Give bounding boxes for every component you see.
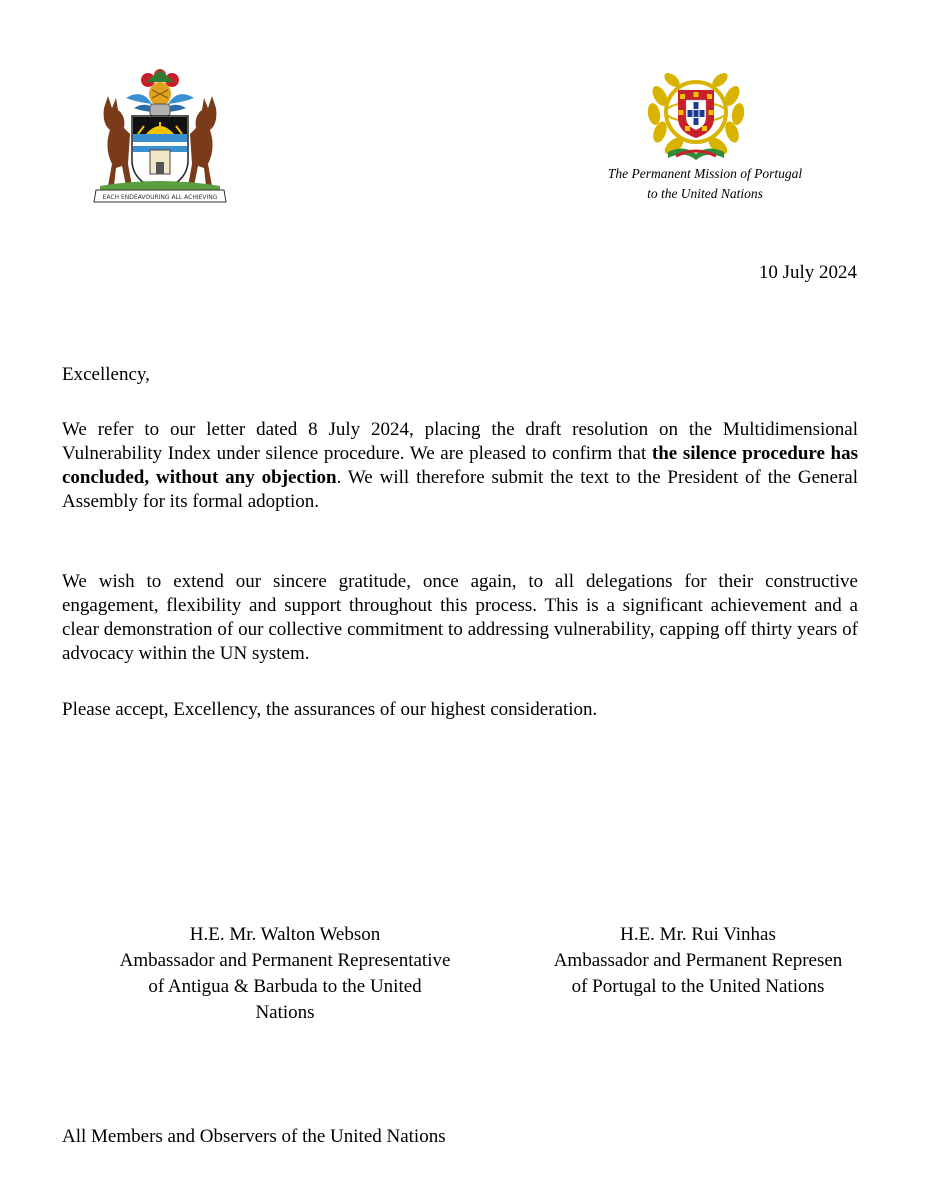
signatory-title: Ambassador and Permanent Representative (119, 950, 451, 971)
signatory-title: of Portugal to the United Nations (571, 976, 825, 997)
paragraph-1-bold: the silence procedure has concluded, without any objection (62, 443, 858, 488)
signatory-name: H.E. Mr. Rui Vinhas (620, 924, 776, 945)
paragraph-1-start: We refer to our letter dated 8 July 2024, placing the draft resolution on the Multidimensional Vulnerability Index under silence procedure. We are pleased to confirm that (62, 419, 858, 464)
signatory-title: Ambassador and Permanent Represen (553, 950, 843, 971)
crest-motto: EACH ENDEAVOURING ALL ACHIEVING (102, 194, 218, 201)
paragraph-1-end: . We will therefore submit the text to the President of the General Assembly for its formal adoption. (62, 467, 858, 512)
paragraph-1 (62, 418, 858, 514)
letter-date: 10 July 2024 (758, 262, 857, 283)
signatory-name: H.E. Mr. Walton Webson (189, 924, 381, 945)
signatory-antigua (70, 922, 500, 1026)
signatory-title: of Antigua & Barbuda to the United (148, 976, 422, 997)
signatory-portugal (508, 922, 859, 997)
portugal-coat-of-arms-icon (640, 66, 752, 164)
mission-line-1: The Permanent Mission of Portugal (607, 166, 803, 181)
signatory-title: Nations (255, 1002, 315, 1023)
recipients-line: All Members and Observers of the United Nations (62, 1126, 446, 1147)
paragraph-2 (62, 570, 858, 666)
salutation: Excellency, (62, 364, 150, 385)
antigua-barbuda-coat-of-arms-icon (86, 68, 234, 208)
mission-line-2: to the United Nations (647, 186, 763, 201)
closing-line: Please accept, Excellency, the assurances of our highest consideration. (62, 699, 598, 720)
paragraph-2-text: We wish to extend our sincere gratitude, once again, to all delegations for their constructive engagement, flexibility and support throughout this process. This is a significant achievement and a clear demonstration of our collective commitment to addressing vulnerability, capping off thirty years of advocacy within the UN system. (62, 571, 858, 664)
